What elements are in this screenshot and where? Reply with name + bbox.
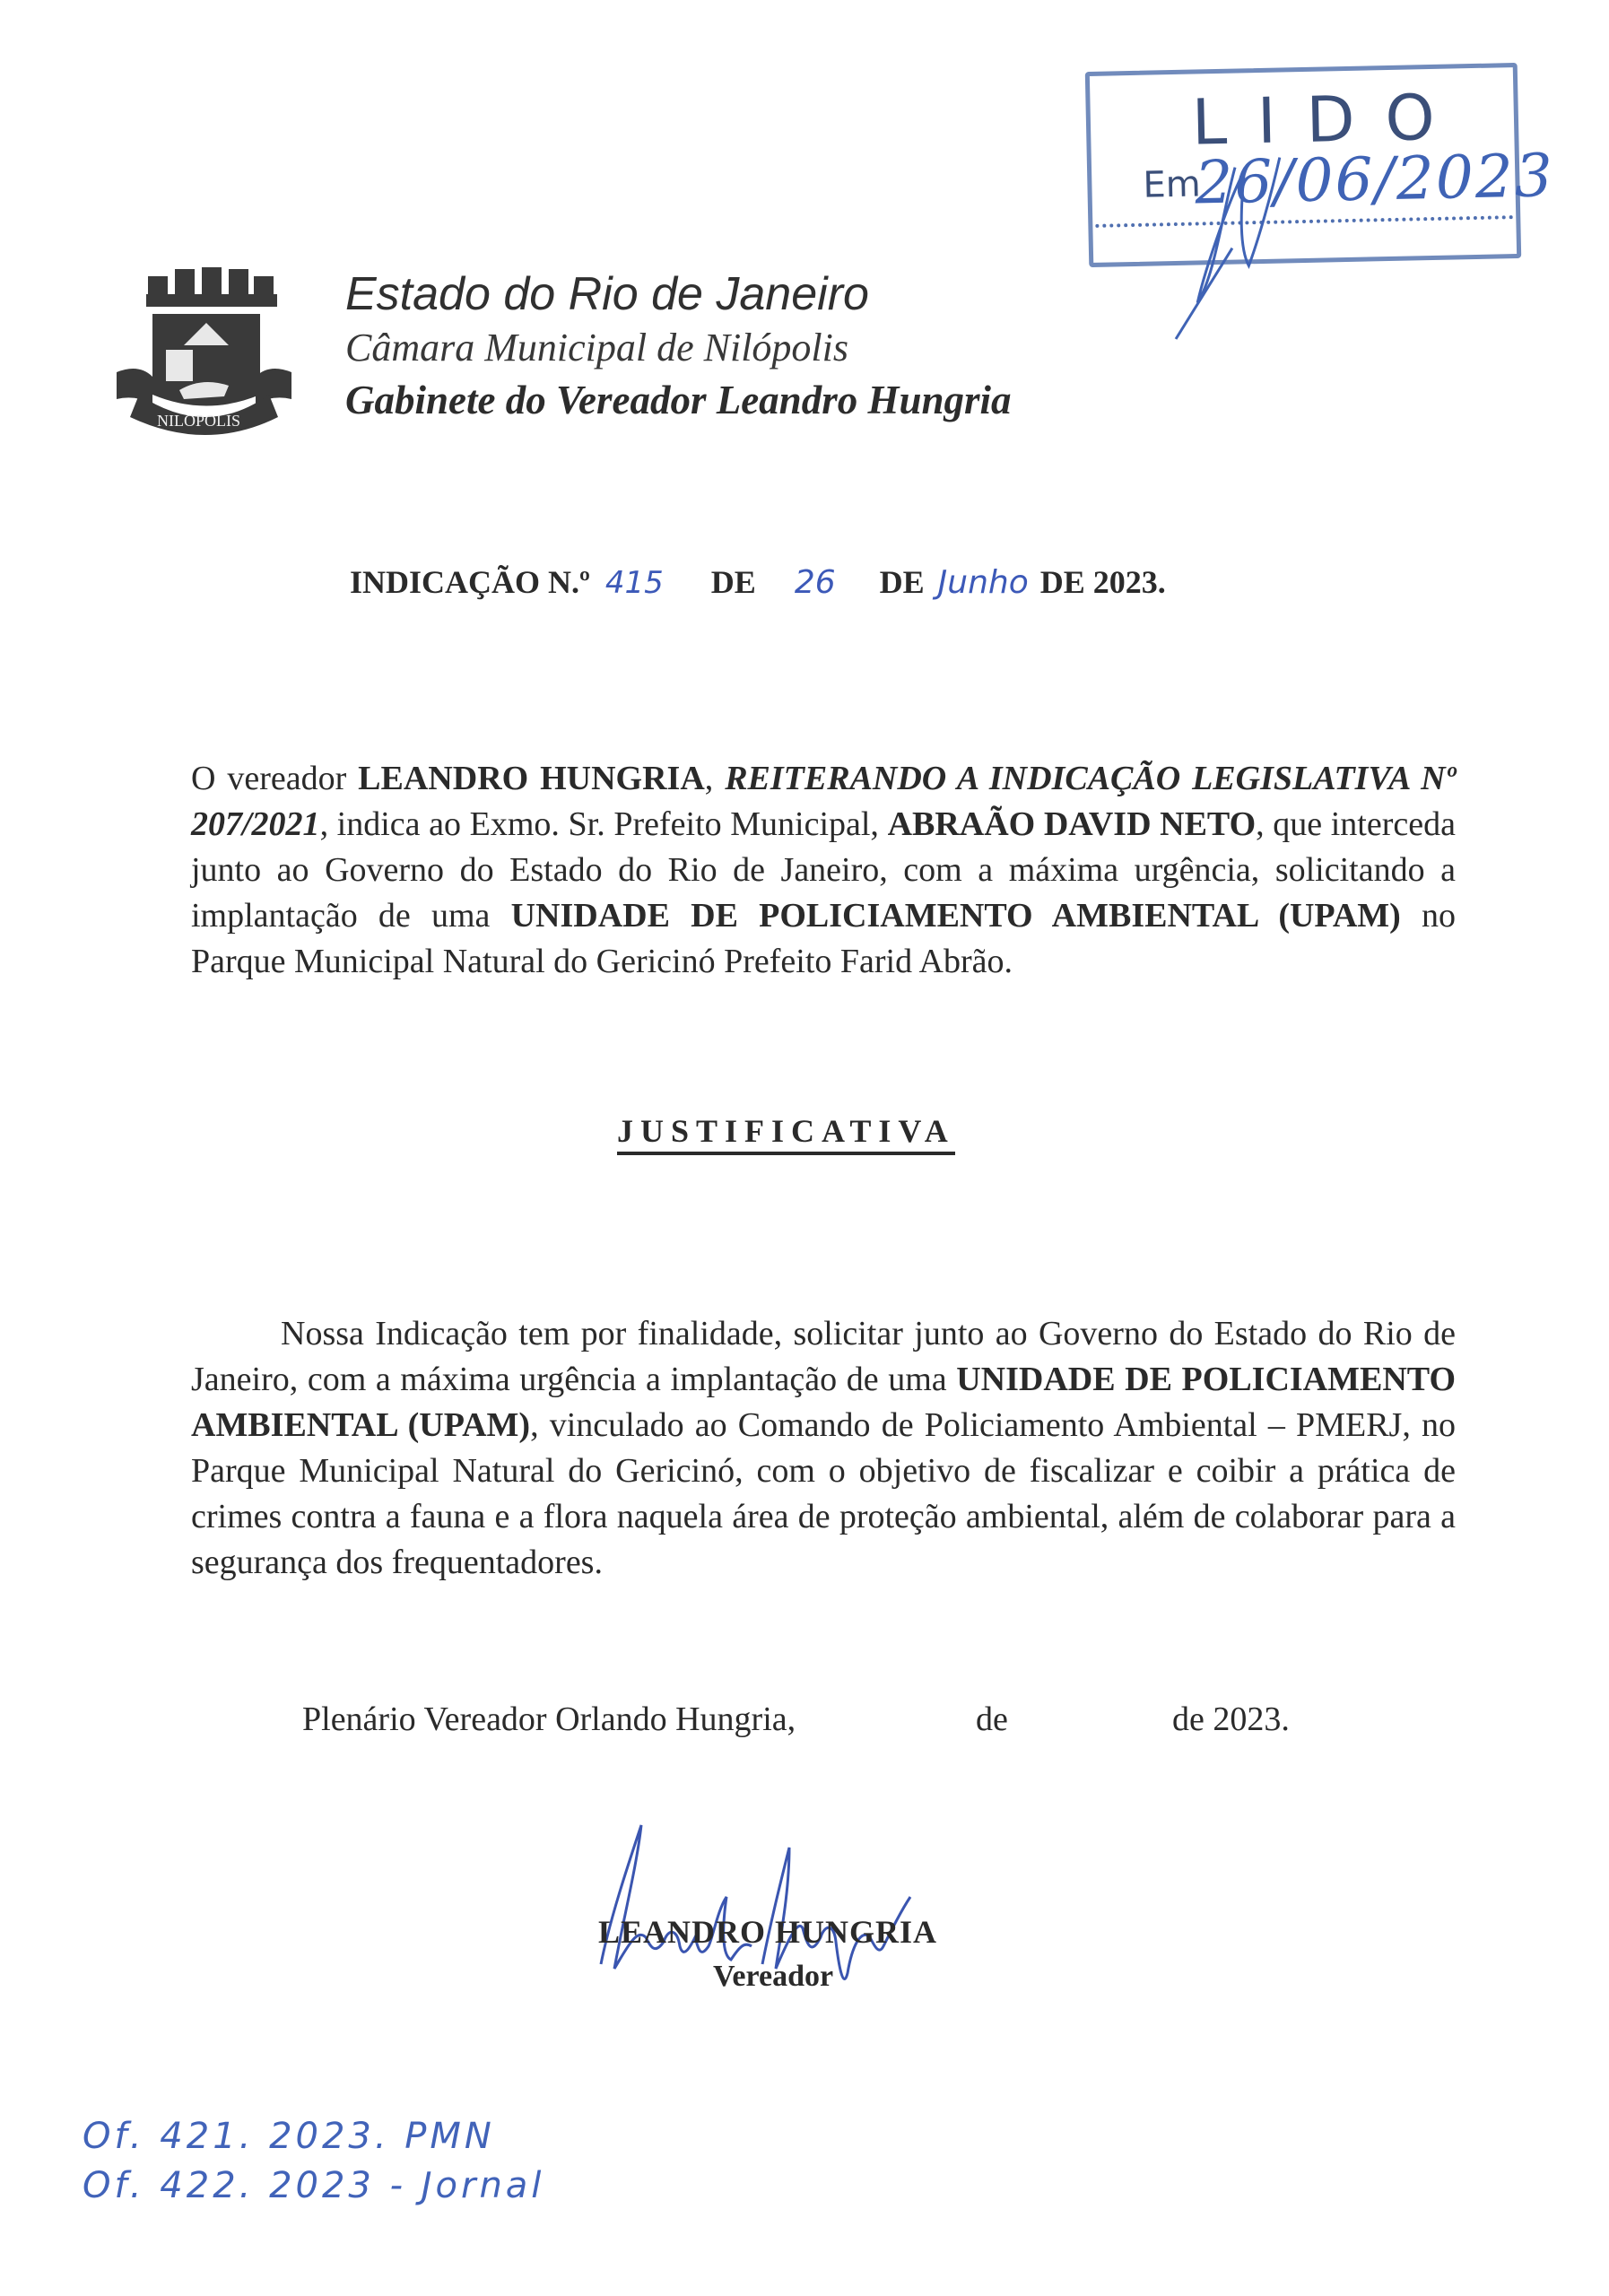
closing-place: Plenário Vereador Orlando Hungria, [302,1700,796,1738]
note-line: Of. 422. 2023 - Jornal [83,2165,545,2206]
p1-reiteration: REITERANDO A INDICAÇÃO LEGISLATIVA Nº 207/2021 [191,760,1456,843]
lido-stamp [1085,63,1555,267]
header-state: Estado do Rio de Janeiro [345,268,869,320]
indication-label: INDICAÇÃO N.º [350,564,590,600]
p1-mayor-name: ABRAÃO DAVID NETO [887,805,1257,843]
indication-number: 415 [604,565,664,601]
indication-paragraph [191,756,1456,985]
p2-text: , vinculado ao Comando de Policiamento Ambiental – PMERJ, no Parque Municipal Natural do Gericinó, com o objetivo de fiscalizar e coibir a prática de crimes contra a fauna e a flora naquela área de proteção ambiental, além de colaborar para a segurança dos frequentadores. [191,1406,1456,1581]
p1-unit-name: UNIDADE DE POLICIAMENTO AMBIENTAL (UPAM) [510,897,1401,935]
p1-text: , que interceda junto ao Governo do Estado do Rio de Janeiro, com a máxima urgência, solicitando a implantação de uma [191,805,1456,935]
closing-line [302,1700,1290,1739]
p2-unit-name: UNIDADE DE POLICIAMENTO AMBIENTAL (UPAM) [191,1361,1456,1444]
stamp-title: LIDO [1191,80,1466,160]
header-chamber: Câmara Municipal de Nilópolis [345,326,848,370]
p2-text: Nossa Indicação tem por finalidade, solicitar junto ao Governo do Estado do Rio de Janeiro, com a máxima urgência a implantação de uma [191,1315,1456,1398]
indication-year: DE 2023. [1039,564,1166,600]
signatory-role: Vereador [713,1960,834,1993]
stamp-initials-signature [1085,63,1523,341]
stamp-prefix: Em [1142,163,1202,206]
handwritten-notes [83,2112,544,2211]
note-line: Of. 421. 2023. PMN [83,2116,495,2157]
closing-year: de 2023. [1172,1700,1290,1738]
header-office: Gabinete do Vereador Leandro Hungria [345,378,1012,422]
indication-de-1: DE [710,564,756,600]
indication-day: 26 [794,564,836,601]
p1-text: , [704,760,726,797]
indication-heading [350,563,1166,601]
signatory-name: LEANDRO HUNGRIA [598,1914,938,1950]
p1-text: no Parque Municipal Natural do Gericinó Prefeito Farid Abrão. [191,897,1456,980]
p1-text: , indica ao Exmo. Sr. Prefeito Municipal, [319,805,888,843]
justification-paragraph [191,1311,1456,1586]
stamp-date: 26/06/2023 [1194,141,1555,218]
svg-text:NILOPOLIS: NILOPOLIS [157,412,240,430]
p1-councilor-name: LEANDRO HUNGRIA [358,760,705,797]
justification-title: JUSTIFICATIVA [617,1112,955,1155]
p1-text: O vereador [191,760,359,797]
nilopolis-crest-icon [112,260,296,439]
indication-de-2: DE [879,564,925,600]
closing-de: de [976,1700,1008,1738]
indication-month: Junho [937,564,1029,601]
